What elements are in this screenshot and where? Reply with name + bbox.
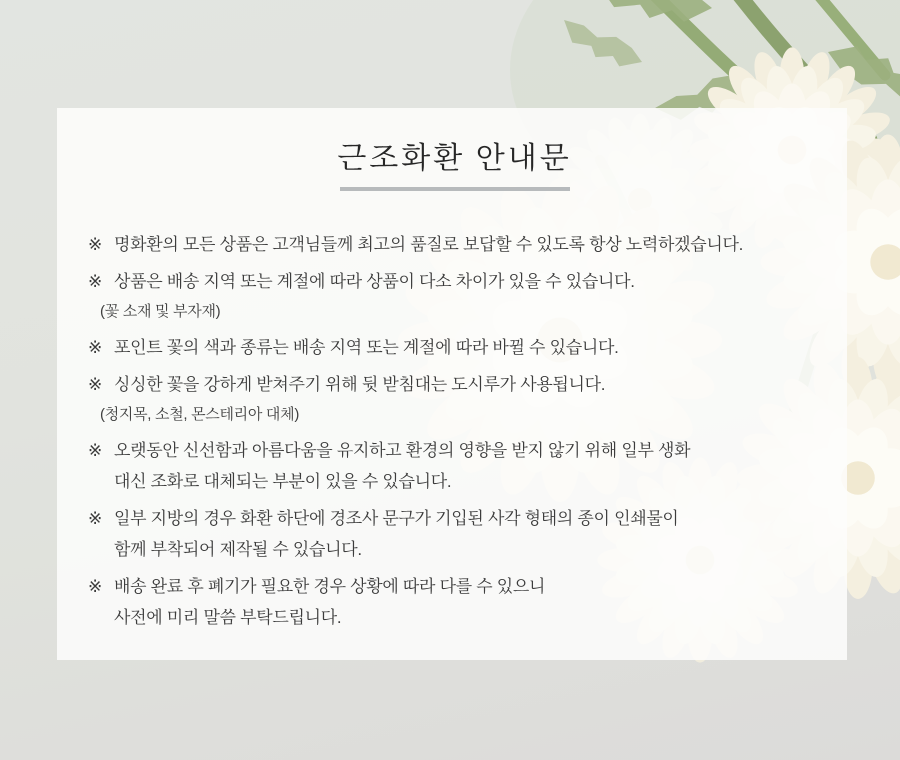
notice-item xyxy=(88,229,821,260)
notice-line: 명화환의 모든 상품은 고객님들께 최고의 품질로 보답할 수 있도록 항상 노력하겠습니다. xyxy=(114,235,744,254)
title-block xyxy=(88,142,821,191)
notice-card xyxy=(57,108,847,660)
notice-item xyxy=(88,571,821,633)
page-title: 근조화환 안내문 xyxy=(337,142,572,175)
notice-item-text xyxy=(114,332,821,363)
notice-item-text xyxy=(100,369,821,429)
notice-items xyxy=(88,229,821,633)
notice-line: 싱싱한 꽃을 강하게 받쳐주기 위해 뒷 받침대는 도시루가 사용됩니다. xyxy=(114,375,606,394)
notice-line: 포인트 꽃의 색과 종류는 배송 지역 또는 계절에 따라 바뀔 수 있습니다. xyxy=(114,338,619,357)
reference-mark: ※ xyxy=(88,375,103,394)
notice-item-text xyxy=(114,571,821,633)
title-divider xyxy=(340,187,570,191)
reference-mark: ※ xyxy=(88,509,103,528)
notice-item xyxy=(88,266,821,326)
notice-line: 배송 완료 후 폐기가 필요한 경우 상황에 따라 다를 수 있으니 xyxy=(114,577,546,596)
notice-item xyxy=(88,332,821,363)
notice-item-text xyxy=(114,229,821,260)
reference-mark: ※ xyxy=(88,338,103,357)
notice-item-text xyxy=(114,503,821,565)
notice-line: 오랫동안 신선함과 아름다움을 유지하고 환경의 영향을 받지 않기 위해 일부 생화 xyxy=(114,441,691,460)
notice-line: 대신 조화로 대체되는 부분이 있을 수 있습니다. xyxy=(114,472,452,491)
reference-mark: ※ xyxy=(88,441,103,460)
notice-subnote: (청지목, 소철, 몬스테리아 대체) xyxy=(100,406,300,423)
notice-item xyxy=(88,435,821,497)
reference-mark: ※ xyxy=(88,235,103,254)
notice-line: 함께 부착되어 제작될 수 있습니다. xyxy=(114,540,362,559)
notice-line: 사전에 미리 말씀 부탁드립니다. xyxy=(114,608,342,627)
reference-mark: ※ xyxy=(88,577,103,596)
notice-line: 일부 지방의 경우 화환 하단에 경조사 문구가 기입된 사각 형태의 종이 인쇄물이 xyxy=(114,509,679,528)
notice-item-text xyxy=(114,435,821,497)
notice-line: 상품은 배송 지역 또는 계절에 따라 상품이 다소 차이가 있을 수 있습니다. xyxy=(114,272,635,291)
reference-mark: ※ xyxy=(88,272,103,291)
notice-subnote: (꽃 소재 및 부자재) xyxy=(100,303,221,320)
notice-item-text xyxy=(100,266,821,326)
notice-item xyxy=(88,503,821,565)
notice-item xyxy=(88,369,821,429)
